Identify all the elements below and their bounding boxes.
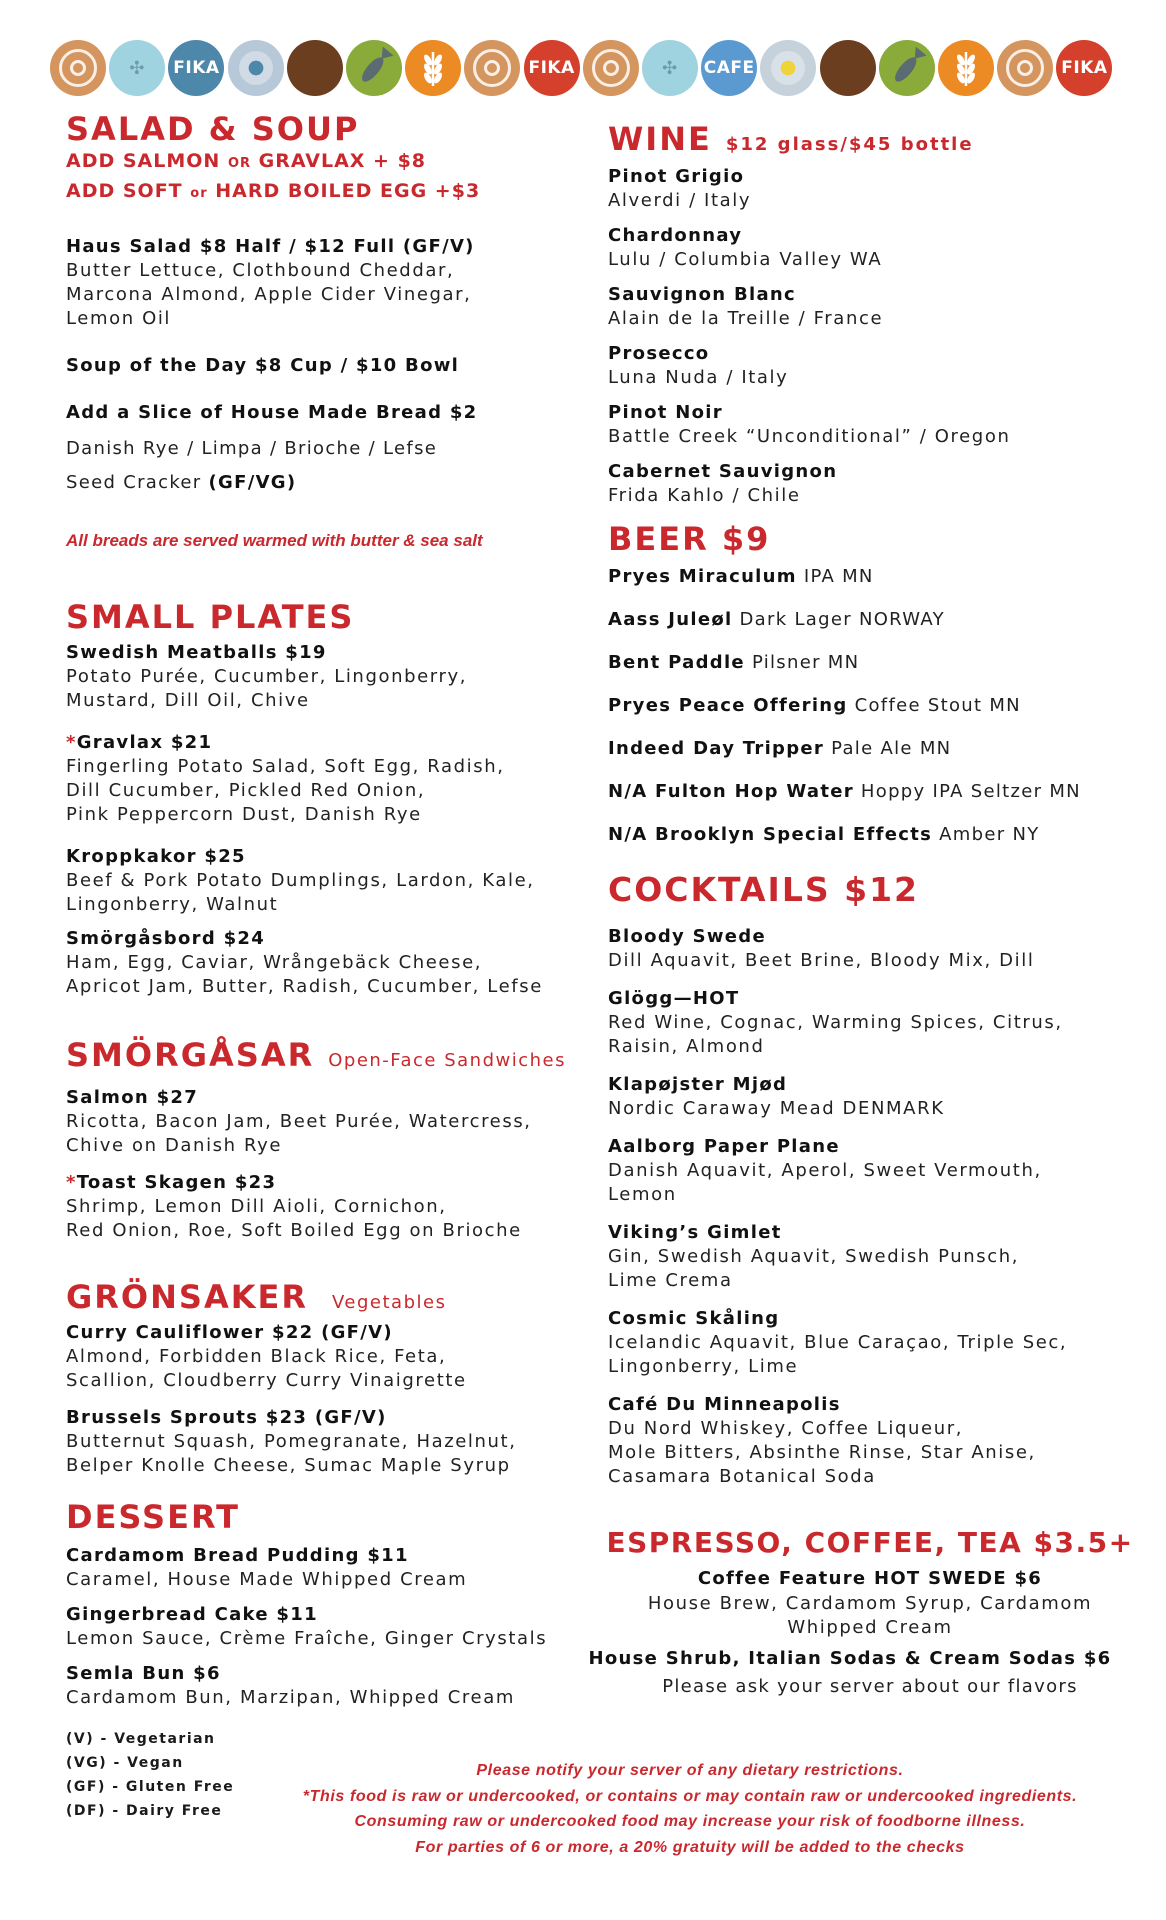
item-name-text: Curry Cauliflower $22 (GF/V) [66, 1322, 393, 1343]
shrub-sodas: House Shrub, Italian Sodas & Cream Sodas $6 [588, 1648, 1112, 1669]
item-desc: Caramel, House Made Whipped Cream [66, 1569, 468, 1590]
item-desc: Beef & Pork Potato Dumplings, Lardon, Kale, Lingonberry, Walnut [66, 870, 535, 915]
section-title-beer: BEER $9 [608, 520, 771, 558]
item-name-text: Pinot Noir [608, 402, 723, 423]
beer-style: IPA MN [796, 566, 874, 587]
sprig-icon: ✣ [642, 40, 698, 96]
item-desc: Fingerling Potato Salad, Soft Egg, Radish, Dill Cucumber, Pickled Red Onion, Pink Peppercorn Dust, Danish Rye [66, 756, 505, 825]
item-name [608, 284, 796, 305]
section-title-small-plates: SMALL PLATES [66, 598, 355, 636]
beer-item [608, 566, 874, 587]
coffee-feature-desc: House Brew, Cardamom Syrup, Cardamom Whipped Cream [647, 1593, 1093, 1638]
item-name-haus-salad: Haus Salad $8 Half / $12 Full (GF/V) [66, 236, 475, 257]
item-name [66, 732, 212, 753]
beer-item [608, 781, 1081, 802]
flower-icon [228, 40, 284, 96]
bread-options: Danish Rye / Limpa / Brioche / Lefse [66, 438, 438, 459]
flower-icon [760, 40, 816, 96]
item-name [66, 928, 265, 949]
badge-fika [1056, 40, 1112, 96]
seed-cracker: Seed Cracker (GF/VG) [66, 472, 297, 493]
footer-line: Consuming raw or undercooked food may increase your risk of foodborne illness. [354, 1813, 1026, 1830]
beer-style: Pilsner MN [744, 652, 860, 673]
item-name-text: Swedish Meatballs $19 [66, 642, 327, 663]
beer-name: N/A Fulton Hop Water [608, 781, 854, 802]
item-name [66, 1604, 318, 1625]
beer-item [608, 824, 1040, 845]
beer-style: Pale Ale MN [824, 738, 952, 759]
beer-item [608, 738, 951, 759]
badge-label: FIKA [528, 58, 575, 78]
item-name [66, 1663, 221, 1684]
item-desc: Nordic Caraway Mead DENMARK [608, 1098, 945, 1119]
beer-name: Indeed Day Tripper [608, 738, 825, 759]
beer-item [608, 652, 859, 673]
item-name [608, 461, 837, 482]
beer-style: Hoppy IPA Seltzer MN [853, 781, 1081, 802]
item-name [608, 1074, 787, 1095]
item-name-text: Chardonnay [608, 225, 743, 246]
raw-food-star: * [66, 1172, 77, 1193]
beer-item [608, 695, 1021, 716]
item-desc: Luna Nuda / Italy [608, 367, 789, 388]
item-name-soup: Soup of the Day $8 Cup / $10 Bowl [66, 355, 460, 376]
item-desc: Dill Aquavit, Beet Brine, Bloody Mix, Dill [608, 950, 1035, 971]
item-desc: Ham, Egg, Caviar, Wrångebäck Cheese, Apricot Jam, Butter, Radish, Cucumber, Lefse [66, 952, 543, 997]
legend-item: (V) - Vegetarian [66, 1731, 216, 1747]
item-name-text: Cardamom Bread Pudding $11 [66, 1545, 409, 1566]
swirl-icon [583, 40, 639, 96]
badge-cafe [701, 40, 757, 96]
item-desc: Danish Aquavit, Aperol, Sweet Vermouth, Lemon [608, 1160, 1042, 1205]
fish-icon [346, 40, 402, 96]
section-title-cocktails: COCKTAILS $12 [608, 870, 919, 909]
item-name [608, 1136, 840, 1157]
item-name-text: Kroppkakor $25 [66, 846, 246, 867]
item-name-text: Salmon $27 [66, 1087, 199, 1108]
sprig-icon: ✣ [109, 40, 165, 96]
item-desc: Lemon Sauce, Crème Fraîche, Ginger Crystals [66, 1628, 548, 1649]
item-name [66, 642, 327, 663]
item-name-text: Semla Bun $6 [66, 1663, 221, 1684]
legend-item: (DF) - Dairy Free [66, 1803, 223, 1819]
item-name-text: Cosmic Skåling [608, 1308, 780, 1329]
legend-item: (VG) - Vegan [66, 1755, 184, 1771]
item-name-text: Glögg—HOT [608, 988, 740, 1009]
item-desc: Butternut Squash, Pomegranate, Hazelnut, Belper Knolle Cheese, Sumac Maple Syrup [66, 1431, 517, 1476]
item-name-text: Cabernet Sauvignon [608, 461, 838, 482]
beer-style: Amber NY [932, 824, 1040, 845]
swirl-icon [464, 40, 520, 96]
item-name-bread: Add a Slice of House Made Bread $2 [66, 402, 478, 423]
footer-line: For parties of 6 or more, a 20% gratuity will be added to the checks [415, 1838, 965, 1856]
section-title-gronsaker: GRÖNSAKER Vegetables [66, 1278, 447, 1316]
ask-server-flavors: Please ask your server about our flavors [662, 1676, 1078, 1697]
item-name-text: Klapøjster Mjød [608, 1074, 788, 1095]
raw-food-star: * [66, 732, 77, 753]
item-name [66, 846, 246, 867]
item-desc: Alverdi / Italy [608, 190, 752, 211]
beer-name: Aass Juleøl [608, 609, 733, 630]
wheat-icon [405, 40, 461, 96]
swirl-icon [997, 40, 1053, 96]
section-title-wine: WINE $12 glass/$45 bottle [608, 120, 974, 158]
item-name [66, 1322, 393, 1343]
item-name-text: Toast Skagen $23 [76, 1172, 277, 1193]
item-desc: Frida Kahlo / Chile [608, 485, 801, 506]
item-name [608, 1222, 782, 1243]
item-name-text: Brussels Sprouts $23 (GF/V) [66, 1407, 387, 1428]
legend-item: (GF) - Gluten Free [66, 1779, 235, 1795]
section-title-salad-soup: SALAD & SOUP [66, 110, 360, 148]
item-desc: Battle Creek “Unconditional” / Oregon [608, 426, 1011, 447]
section-title-dessert: DESSERT [66, 1498, 240, 1536]
beer-style: Dark Lager NORWAY [732, 609, 945, 630]
item-name [608, 988, 739, 1009]
item-name [66, 1545, 409, 1566]
beer-name: Pryes Peace Offering [608, 695, 848, 716]
add-salmon-line: ADD SALMON OR GRAVLAX + $8 [66, 150, 427, 172]
bread-note: All breads are served warmed with butter & sea salt [66, 531, 483, 550]
footer-notice [250, 1758, 1130, 1860]
item-name [608, 166, 744, 187]
beer-name: Bent Paddle [608, 652, 745, 673]
wheat-icon [938, 40, 994, 96]
item-desc: Du Nord Whiskey, Coffee Liqueur, Mole Bitters, Absinthe Rinse, Star Anise, Casamara Botanical Soda [608, 1418, 1036, 1487]
item-name-text: Gravlax $21 [76, 732, 213, 753]
item-name [608, 402, 723, 423]
item-desc: Almond, Forbidden Black Rice, Feta, Scallion, Cloudberry Curry Vinaigrette [66, 1346, 467, 1391]
beer-style: Coffee Stout MN [847, 695, 1021, 716]
add-egg-line: ADD SOFT or HARD BOILED EGG +$3 [66, 180, 481, 202]
item-name [608, 225, 742, 246]
header-badge-bar [50, 36, 1116, 98]
beer-item [608, 609, 945, 630]
coffee-feature-name: Coffee Feature HOT SWEDE $6 [697, 1568, 1043, 1589]
item-name [66, 1172, 276, 1193]
badge-fika [524, 40, 580, 96]
item-name-text: Bloody Swede [608, 926, 767, 947]
item-name-text: Sauvignon Blanc [608, 284, 796, 305]
badge-label: FIKA [173, 58, 220, 78]
item-name [66, 1407, 387, 1428]
diet-legend [66, 1727, 234, 1823]
footer-line: *This food is raw or undercooked, or contains or may contain raw or undercooked ingredients. [302, 1787, 1078, 1805]
item-desc: Alain de la Treille / France [608, 308, 884, 329]
item-desc: Cardamom Bun, Marzipan, Whipped Cream [66, 1687, 515, 1708]
beer-name: N/A Brooklyn Special Effects [608, 824, 933, 845]
beer-name: Pryes Miraculum [608, 566, 797, 587]
swirl-icon [50, 40, 106, 96]
plain-circle-badge [820, 40, 876, 96]
section-title-espresso: ESPRESSO, COFFEE, TEA $3.5+ [606, 1526, 1134, 1559]
badge-fika [168, 40, 224, 96]
item-name [66, 1087, 198, 1108]
badge-label: FIKA [1061, 58, 1108, 78]
footer-line: Please notify your server of any dietary restrictions. [476, 1762, 904, 1779]
section-title-smorgasar: SMÖRGÅSAR Open-Face Sandwiches [66, 1036, 566, 1074]
item-desc: Potato Purée, Cucumber, Lingonberry, Mustard, Dill Oil, Chive [66, 666, 468, 711]
item-desc: Icelandic Aquavit, Blue Caraçao, Triple Sec, Lingonberry, Lime [608, 1332, 1068, 1377]
item-desc: Gin, Swedish Aquavit, Swedish Punsch, Lime Crema [608, 1246, 1020, 1291]
item-name-text: Prosecco [608, 343, 710, 364]
item-name-text: Café Du Minneapolis [608, 1394, 841, 1415]
item-desc: Shrimp, Lemon Dill Aioli, Cornichon, Red Onion, Roe, Soft Boiled Egg on Brioche [66, 1196, 522, 1241]
plain-circle-badge [287, 40, 343, 96]
badge-label: CAFE [703, 58, 755, 78]
item-name-text: Aalborg Paper Plane [608, 1136, 840, 1157]
fish-icon [879, 40, 935, 96]
item-name [608, 1394, 841, 1415]
item-desc: Red Wine, Cognac, Warming Spices, Citrus, Raisin, Almond [608, 1012, 1063, 1057]
item-name [608, 926, 766, 947]
item-name [608, 1308, 779, 1329]
item-desc: Ricotta, Bacon Jam, Beet Purée, Watercress, Chive on Danish Rye [66, 1111, 532, 1156]
item-name-text: Gingerbread Cake $11 [66, 1604, 318, 1625]
item-name [608, 343, 709, 364]
item-desc-haus-salad: Butter Lettuce, Clothbound Cheddar, Marcona Almond, Apple Cider Vinegar, Lemon Oil [66, 260, 472, 329]
item-name-text: Smörgåsbord $24 [66, 928, 266, 949]
item-name-text: Pinot Grigio [608, 166, 745, 187]
item-desc: Lulu / Columbia Valley WA [608, 249, 883, 270]
item-name-text: Viking’s Gimlet [608, 1222, 782, 1243]
